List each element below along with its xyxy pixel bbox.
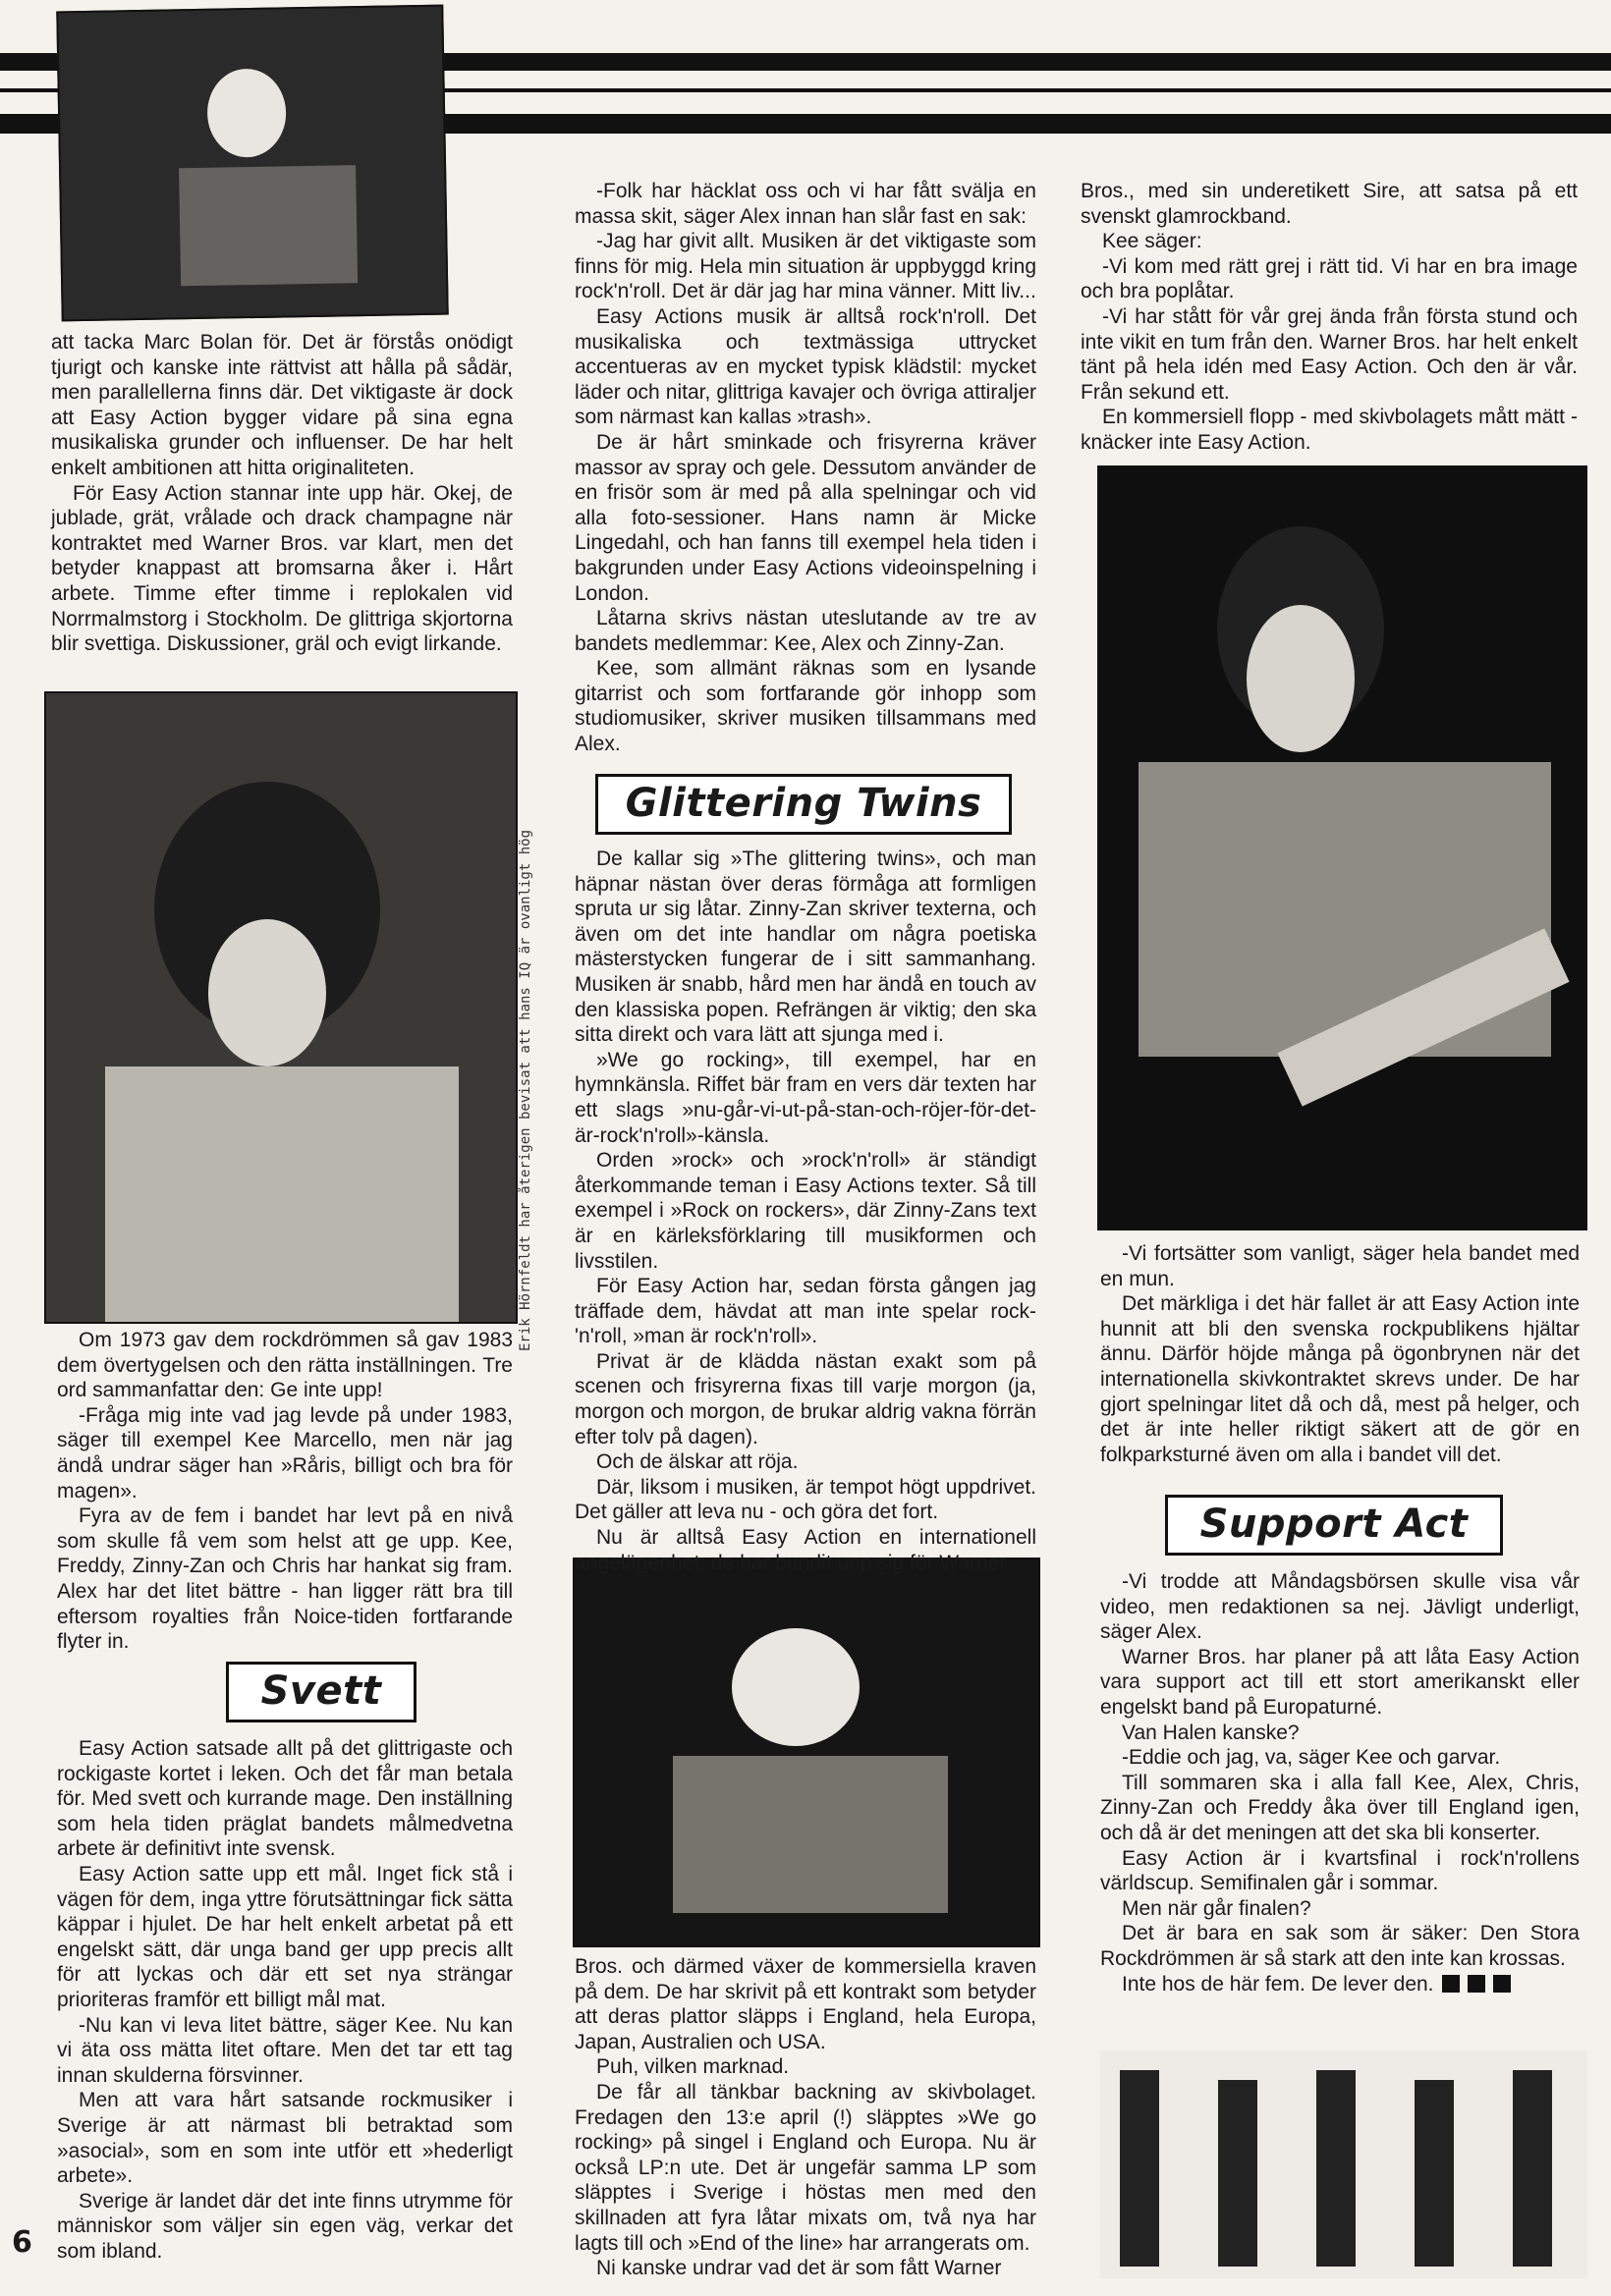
photo-credit: Erik Hörnfeldt har återigen bevisat att hans IQ är ovanligt hög — [518, 829, 533, 1351]
paragraph: För Easy Action har, sedan första gången jag träffade dem, hävdat att man inte spelar rock-'n'roll, »man är rock'n'roll». — [575, 1275, 1036, 1348]
paragraph: -Fråga mig inte vad jag levde på under 1983, säger till exempel Kee Marcello, men när jag ändå undrar säger han »Råris, billigt och bra för magen». — [57, 1403, 513, 1503]
column-3-top — [1081, 179, 1578, 456]
paragraph: Och de älskar att röja. — [596, 1450, 799, 1474]
photo-dancers — [1100, 2050, 1587, 2278]
paragraph: Till sommaren ska i alla fall Kee, Alex, Chris, Zinny-Zan och Freddy åka över till England igen, och då är det meningen att det ska bli konserter. — [1100, 1771, 1580, 1844]
paragraph: Bros. och därmed växer de kommersiella kraven på dem. De har skrivit på ett kontrakt som betyder att deras plattor släpps i England, hela Europa, Japan, Australien och USA. — [575, 1955, 1036, 2053]
heading-support-act: Support Act — [1165, 1495, 1503, 1556]
paragraph: -Vi fortsätter som vanligt, säger hela bandet med en mun. — [1100, 1242, 1580, 1290]
column-3-bottom — [1100, 1569, 1580, 1996]
photo-band-onstage — [573, 1558, 1040, 1947]
paragraph: -Folk har häcklat oss och vi har fått svälja en massa skit, säger Alex innan han slår fast en sak: — [575, 180, 1036, 228]
end-mark-icon — [1493, 1975, 1511, 1993]
paragraph: -Vi har stått för vår grej ända från första stund och inte vikit en tum från den. Warner Bros. har helt enkelt tänt på hela idén med Easy Action. Och den är vår. Från sekund ett. — [1081, 304, 1578, 404]
end-mark-icon — [1442, 1975, 1460, 1993]
paragraph: Kee, som allmänt räknas som en lysande gitarrist och som fortfarande gör inhopp som studiomusiker, skriver musiken tillsammans med Alex. — [575, 657, 1036, 756]
column-1-top — [51, 330, 513, 657]
paragraph: Där, liksom i musiken, är tempot högt uppdrivet. Det gäller att leva nu - och göra det fort. — [575, 1475, 1036, 1524]
photo-singer-microphone — [44, 691, 518, 1324]
column-3-mid — [1100, 1241, 1580, 1467]
paragraph: Warner Bros. har planer på att låta Easy Action vara support act till ett stort amerikanskt eller engelskt band på Europaturné. — [1100, 1645, 1580, 1719]
paragraph: De är hårt sminkade och frisyrerna kräver massor av spray och gele. Dessutom använder de en frisör som är med på alla spelningar och vid alla foto-sessioner. Hans namn är Micke Lingedahl, och han fanns till exempel hela tiden i bakgrunden under Easy Actions videoinspelning i London. — [575, 430, 1036, 605]
closing-text: Inte hos de här fem. De lever den. — [1122, 1972, 1434, 1995]
column-1-mid — [57, 1328, 513, 1655]
paragraph: Men när går finalen? — [1122, 1896, 1311, 1920]
paragraph: Bros., med sin underetikett Sire, att satsa på ett svenskt glamrockband. — [1081, 180, 1578, 228]
photo-guitarist-singing — [1097, 465, 1587, 1230]
column-2-mid — [575, 847, 1036, 1575]
paragraph: att tacka Marc Bolan för. Det är förstås onödigt tjurigt och kanske inte rättvist att hålla på sådär, men parallellerna finns där. Det viktigaste är dock att Easy Action bygger vidare på sina egna musikaliska grunder och influenser. De har helt enkelt ambitionen att hitta originaliteten. — [51, 331, 513, 479]
paragraph: Van Halen kanske? — [1122, 1721, 1300, 1744]
paragraph: -Vi kom med rätt grej i rätt tid. Vi har en bra image och bra poplåtar. — [1081, 254, 1578, 303]
paragraph: För Easy Action stannar inte upp här. Okej, de jublade, grät, vrålade och drack champagne när kontraktet med Warner Bros. var klart, men det betyder knappast att bromsarna åker i. Hårt arbete. Timme efter timme i replokalen vid Norrmalmstorg i Stockholm. De glittriga skjortorna blir svettiga. Diskussioner, gräl och evigt lirkande. — [51, 481, 513, 656]
paragraph: -Eddie och jag, va, säger Kee och garvar. — [1122, 1746, 1501, 1770]
page-number: 6 — [12, 2225, 32, 2260]
paragraph: -Vi trodde att Måndagsbörsen skulle visa vår video, men redaktionen sa nej. Jävligt underligt, säger Alex. — [1100, 1570, 1580, 1644]
paragraph: Privat är de klädda nästan exakt som på scenen och frisyrerna fixas till varje morgon (ja, morgon och morgon, de brukar aldrig vakna förrän efter tolv på dagen). — [575, 1349, 1036, 1449]
paragraph: Orden »rock» och »rock'n'roll» är ständigt återkommande teman i Easy Actions texter. Så till exempel i »Rock on rockers», där Zinny-Zans text är en kärleksförklaring till musikformen och livsstilen. — [575, 1149, 1036, 1273]
paragraph: En kommersiell flopp - med skivbolagets mått mätt - knäcker inte Easy Action. — [1081, 406, 1578, 454]
paragraph: De får all tänkbar backning av skivbolaget. Fredagen den 13:e april (!) släpptes »We go rocking» på singel i England och Europa. Nu är också LP:n ute. Det är ungefär samma LP som släpptes i Sverige i höstas men med den skillnaden att fyra låtar mixats om, två nya har lagts till och »End of the line» har arrangerats om. — [575, 2080, 1036, 2255]
heading-svett: Svett — [226, 1662, 417, 1722]
paragraph: Men att vara hårt satsande rockmusiker i Sverige är att närmast bli betraktad som »asocial», som en som inte utför ett »hederligt arbete». — [57, 2089, 513, 2188]
paragraph: Fyra av de fem i bandet har levt på en nivå som skulle få vem som helst att ge upp. Kee, Freddy, Zinny-Zan och Chris har hankat sig fram. Alex har det litet bättre - han ligger rätt bra till eftersom royalties från Noice-tiden fortfarande flyter in. — [57, 1504, 513, 1654]
paragraph: Nu är alltså Easy Action en internationell angelägenhet; de har bundit upp sig för Warner — [575, 1526, 1036, 1574]
paragraph: Easy Action satte upp ett mål. Inget fick stå i vägen för dem, inga yttre förutsättningar fick sätta käppar i hjulet. De har helt enkelt arbetat på ett engelskt sätt, där unga band ger upp precis allt för att lyckas och där ett set nya strängar prioriteras framför ett billigt mål mat. — [57, 1862, 513, 2011]
paragraph: Easy Action är i kvartsfinal i rock'n'rollens världscup. Semifinalen går i sommar. — [1100, 1846, 1580, 1895]
paragraph: Easy Actions musik är alltså rock'n'roll. Det musikaliska och textmässiga uttrycket accentueras av en mycket typisk klädstil: mycket läder och nitar, glittriga kavajer och övriga attiraljer som närmast kan kallas »trash». — [575, 304, 1036, 429]
paragraph: Sverige är landet där det inte finns utrymme för människor som väljer sin egen väg, verkar det som ibland. — [57, 2189, 513, 2263]
column-2-bottom — [575, 1954, 1036, 2281]
paragraph: Det är bara en sak som är säker: Den Stora Rockdrömmen är så stark att den inte kan krossas. — [1100, 1922, 1580, 1970]
paragraph: »We go rocking», till exempel, har en hymnkänsla. Riffet bär fram en vers där texten har ett slags »nu-går-vi-ut-på-stan-och-röjer-för-det-är-rock'n'roll»-känsla. — [575, 1048, 1036, 1147]
closing-line — [1100, 1972, 1580, 1997]
photo-band-live-top — [56, 5, 448, 322]
paragraph: Låtarna skrivs nästan uteslutande av tre av bandets medlemmar: Kee, Alex och Zinny-Zan. — [575, 607, 1036, 655]
heading-glittering-twins: Glittering Twins — [595, 774, 1012, 835]
end-mark-icon — [1468, 1975, 1485, 1993]
paragraph: Det märkliga i det här fallet är att Easy Action inte hunnit att bli den svenska rockpublikens hjältar ännu. Därför höjde många på ögonbrynen när det internationella skivkontraktet skrevs under. De har gjort spelningar litet då och då, mest på helger, och det är inte heller riktigt säkert att de gör en folkparksturné även om alla i bandet vill det. — [1100, 1292, 1580, 1466]
paragraph: Ni kanske undrar vad det är som fått Warner — [596, 2257, 1002, 2280]
paragraph: Om 1973 gav dem rockdrömmen så gav 1983 dem övertygelsen och den rätta inställningen. Tre ord sammanfattar den: Ge inte upp! — [57, 1329, 513, 1402]
paragraph: -Jag har givit allt. Musiken är det viktigaste som finns för mig. Hela min situation är uppbyggd kring rock'n'roll. Det är där jag har mina vänner. Mitt liv... — [575, 230, 1036, 303]
column-2-top — [575, 179, 1036, 757]
paragraph: Easy Action satsade allt på det glittrigaste och rockigaste kortet i leken. Och det får man betala för. Med svett och kurrande mage. Den inställning som hela tiden präglat bandets målmedvetna arbete är definitivt inte svensk. — [57, 1737, 513, 1861]
column-1-bottom — [57, 1736, 513, 2264]
paragraph: -Nu kan vi leva litet bättre, säger Kee. Nu kan vi äta oss mätta litet oftare. Men det tar ett tag innan skulderna försvinner. — [57, 2013, 513, 2087]
paragraph: De kallar sig »The glittering twins», och man häpnar nästan över deras förmåga att formligen spruta ur sig låtar. Zinny-Zan skriver texterna, och även om det inte handlar om några poetiska mästerstycken fungerar de i sitt sammanhang. Musiken är snabb, hård men har ändå en touch av den klassiska popen. Refrängen är viktig; den ska sitta direkt och vara lätt att sjunga med i. — [575, 847, 1036, 1047]
paragraph: Kee säger: — [1102, 230, 1202, 253]
paragraph: Puh, vilken marknad. — [596, 2055, 790, 2079]
